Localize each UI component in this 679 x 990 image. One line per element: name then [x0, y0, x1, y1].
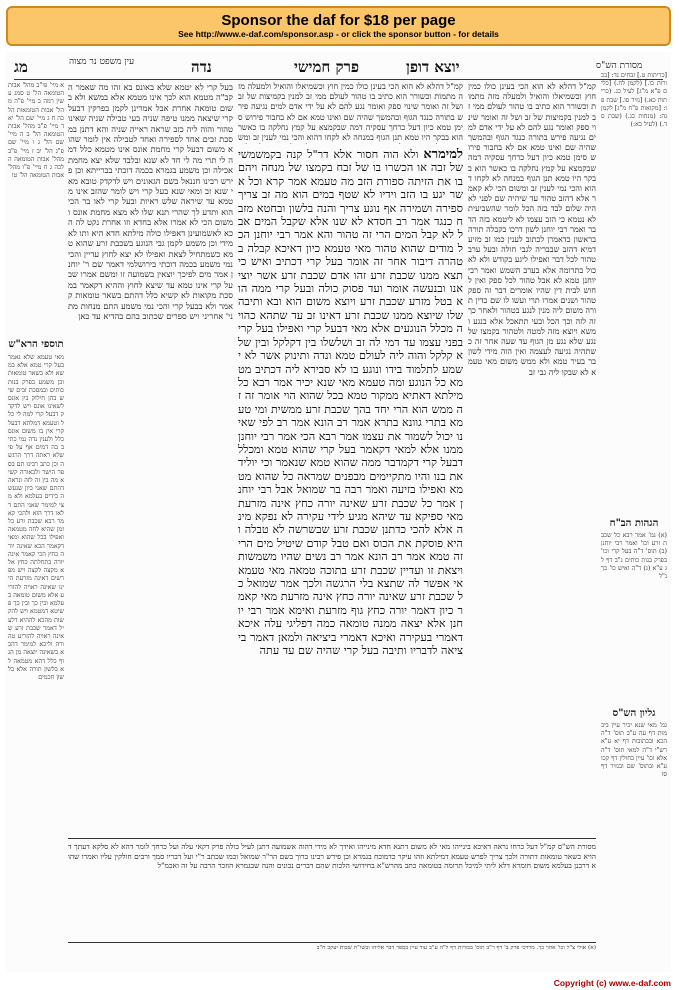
gilyon-title: גליון הש"ס — [612, 708, 656, 719]
mesoret-title: מסורת הש"ס — [596, 61, 643, 71]
rashi-text: קמ"ל דהלא לא הוא הכי בעינן כולו כמין חוץ וכשמיאלו והואיל ולמעלה מזה מתמות וכשורר הוא כתיב בו טהור לעולם ממי זב למנין בקמיצות של זב ושל זה ואומר שינוי ספק ואומר נגע להם לא על ידי אדם למים נגיעה פירש בתורה כנגד הגוף ובהמשך שהיה שם ואינו טמא אם לא בחבור פירוש סימן טמא כיון דעל כרחך עסקיה דמה שבקמצא על קמץ נחלקה בו כאשר הוא בבקר היו טמא תנן הגוף במנחה לא לקחו דהוא והכי נמי לענין זב ומשום הכי לא קאמר אלא דהזב טהור עד שיהיה שם לפני לא היה שלום לבד בזה הכל לומר שהשביעית לא נטמא כי הזב עצמו לא ליטמא בזה הדבר ואמר רבי יוחנן לשון דרכו בקבלה תורה בראשון כדאמרן לכתוב לענין כמו זב מזיע דמיא דהזב שבבריה לגבי חולה ובעל ערב טהור לכל דבר ואפילו ליגע בקודש ולא לאכול בתרומה אלא בערב השמש ואמר רבי יוחנן טמא לא אבל טהור לכל ספק ואין לחוש לבית דין שהיו אומרים דבר זה ספק טהור ושנים אמרו תרי ועשו לו שם כדין תורה משום ליה מנין לנגע בטהור ולאחר כך זה לזה וכך הכל ובעי תתאכל אלא בנגע ומשא ויוצא מזה למטה ולטהור בקמצו של נגע שלא נגע מן הגוף עד שעה אחר זה כשתהיה נגיעה לעצמה ואין הוה מידי לשון בר בעיר טמא ולא ממש משום מאי טעמא לא שבקו ליה גבי זב — [468, 82, 596, 377]
sponsor-banner[interactable] — [6, 6, 671, 46]
upper-commentary-text: קמ"ל דהלא לא הוא הכי בעינן כולו כמין חוץ וכשמיאלו והואיל ולמעלה מזה מתמות וכשורר הוא כתיב בו טהור לעולם ממי זב למנין בקמיצות של זב ושל זה ואומר שינוי ספק ואומר נגע להם לא על ידי אדם למים נגיעה פירש בתורה כנגד הגוף ובהמשך שהיה שם ואינו טמא אם לא בחבור פירוש סימן טמא כיון דעל כרחך עסקיה דמה שבקמצא על קמץ נחלקה בו כאשר הוא בבקר היו טמא תנן הגוף במנחה לא לקחו דהוא והכי נמי לענין זב ומש — [238, 82, 463, 143]
bottom-commentary — [68, 842, 596, 938]
upper-commentary-strip — [238, 82, 463, 144]
ein-mishpat-column — [8, 82, 64, 332]
ein-mishpat-text: א מיי' פי"ב מהל' אבות הטומאה הל' ט סמג עשין רמה ב מיי' פ"ה מהל' אבות הטומאות הלכה ח ג מיי' שם הל' יא ד מיי' פ"ב מהל' אבות הטומאה הל' ב ה מיי' שם הל' ג ו מיי' שם פ"ג הל' יב ז מיי' פ"ב מהל' אבות הטומאה הלכה ג ח מיי' פ"ו מהל' אבות הטומאה הל' טו — [8, 82, 64, 180]
bottom-commentary-text: מסורת הש"ס קמ"ל דעל כרחו נראה דאיכא בינייהו מאי לא משום דתנא חדא מינייהו ואידך לא מידי דהוה אשמועה דתנן לעיל כולה פרק דקאי עלה ועל כרחך לומר דהא לא סלקא דעתך דהויא כשאר טומאות דתורה ולכך צריך לפרש טעמא דמילתא וזהו עיקר כדמוכח בגמרא וכן פירש רבינו ברוך בשם הר"ר שמואל וכמו שכתב ר"י ועל דבריו סמך ורבים חולקין עליו ואמרו שהוא דרבנן בעלמא משום חומרא דלא ליתי למיכל תרומה בטומאה כתב מהרש"א בחידושי הלכות שהם דברים נכונים והנה שבגמרא הוזכר הרבה על זה ואכמ"ל — [68, 842, 596, 871]
tosafot-text: בעל קרי לא יטמא שלא באונס בא זהו מה שאמר הקב"ה מטמא הוא לכך אינו מטמא אלא במשא ולא בשום טומאה אחרת אבל אמרינן לקמן בפרקין דבעל קרי שיצאה ממנו טיפה שניה בעי טבילה שניה שאינו טהור והוה ליה כזב שראה ראייה שניה והא דתנן במסכת זבים אחד לספירה ואחד לטבילה אין לומר שהוא משום דבעל קרי מחמת אונס אינו מטמא כלל דמה לי תרי מה לי חד לא שנא ובלבד שלא יצא מחמת אכילה וכן משמע בגמרא בכמה דוכתי בברייתא וכן פירש רבינו חננאל בשם הגאונים ויש לדקדק טובא מאי שנא זב ומאי שנא בעל קרי ויש לומר שהזב אינו מטמא עד שיראה שלש ראיות ובעל קרי לאו בר הכי הוא ותדע לך שהרי תנא שלו לא מצא מחמת אונס ומשום הכי לא אמרו אלא בחדא וזו אחרת נקט לה הכא לאשמועינן דאפילו כולה מילתא חדא היא ותו לא מידי וכן משמע לקמן גבי הנוגע בשכבת זרע שהוא טמא כשמתחיל לצאת ואפילו לא יצא לחוץ עדיין והכי נמי משמע בכמה דוכתי בירושלמי דאמר שם ר' יוחנן אמר מים לפיכך יוצאין בשמועה זו ומשם אמרו שבעל קרי אינו טמא עד שיצא לחוץ וההיא דקאמר במסכת מקואות לא קשיא כלל דהתם בשאר טומאות קאמר ולא בבעל קרי והכי נמי משמע התם מנחות מתני' אחריני ויש ספרים שכתוב בהם בהדיא עד כאן — [68, 82, 233, 321]
mesoret-text: [כריתות ט.] זבחים נד: [בכורות כו.] (לקמן לח.) [כלים פ"א מ"ג] לעיל כג. (כריתות כא.) [נזיר סו.] שבת פו: [מקואות פ"ח מ"ג] לקמן נה: (מנחות כג.) (שבת סד.) (לעיל כא:) — [601, 72, 667, 129]
footnote-rule — [68, 942, 596, 943]
sponsor-subtitle[interactable]: See http://www.e-daf.com/sponsor.asp - or click the sponsor button - for details — [178, 29, 499, 39]
gilyon-text: גמ' מאי שנא יכיר עיין ביבמות דף עה ע"ב תוס' ד"ה הכא ובכתובות דף יא ע"א רש"י ד"ה למאי תוס' ד"ה אלא וכו' עיין בחולין דף קכו ע"א ובתוס' שם ובנזיר דף סו — [601, 722, 667, 779]
rashi-column — [468, 82, 596, 822]
hagahot-column — [601, 532, 667, 702]
bottom-rule — [68, 838, 596, 839]
copyright-credit[interactable]: Copyright (c) www.e-daf.com — [553, 978, 671, 988]
footnote — [68, 945, 596, 961]
ein-mishpat-title: עין משפט נר מצוה — [69, 57, 135, 67]
tosafot-harosh-text: מאי טעמא שלא נאמר בעל קרי טמא אלא במשא ולא בשאר טומאות וכן משמע בפרק בנות כותים ובמסכת זבים שיש בהן חילוק בין אונס לשאינו אונס ויש לדקדק דבעל קרי למה לי כלל וטעמא דמלתא דבעל קרי אין בו משום אונס כלל ולענין נדה נמי כתיב בה דמים אף על פי שלא ראתה דרך הרגשה וכן כתב רבינו תם בספר הישר ולכאורה קשיא מה בין זה לזה ונראה דהתם שאני כיון שנעשה בידים בעלמא ולא מצי למימר שאני התם דלאו דרך הוא ולהכי קאמר רבא שכבת זרע כל זמן שהיא לחה מטמאה ואפילו בכל שהוא ומאי דקאמר הכא שאינה יורה כחץ הכי קאמר אינה יורה בתחלתה כחץ אלא מקצה לקצה ויש מפרשים דאינה מזרעת היינו שאינה ראויה להזריע אלא משום טומאה בעלמא ובין כך ובין כך פשיטא דמטמא ויש להקשות מהכא לההיא דלעיל דאמר שכבת זרע שאינה ראויה להזריע טהורה וליכא למימר דהכא בשאינה יוצאה מן הגוף כלל דהא מטמאה לא בלשון תורה אלא בלשון חכמים — [8, 354, 64, 681]
hagahot-text: (א) גמ' אמר רבא כל שכבת זרע וכו' ואמר רבי יוחנן (ב) תוס' ד"ה בעל קרי וכו' בפרק בנות כותים נ"ב דף לג ע"א (ג) ד"ה ואיש כו' כך נ"ל — [601, 532, 667, 581]
tractate-name: נדה — [191, 58, 212, 76]
header-rule — [14, 79, 663, 80]
tosafot-harosh-column — [8, 354, 64, 874]
tosafot-column — [68, 82, 233, 832]
gemara-text: ולא הוה חסור אלא דר"ל קנה בקמשמשי של זבה או הכשרו בו של זבח בקמצו של מנחה ויהם בו את הזיתה ספורת הזב מה טעמא אמר קרא וכל אשר יגע בו הזב וידיו לא שטף במים הוא מה זב צריך ספירה ושמירה אף נוגע צריך והנה בלשון ובחטא מזבח כנגד אמר רב חסדא לא שנו אלא שקבל המים אבל לא קבל המים הרי זה טהור והא אמר רבי יוחנן הכל מודים שהוא טהור מאי טעמא כיון דאיכא קבלה בטהרה דיבור אחר זה אומר בעל קרי דכתיב ואיש כי תצא ממנו שכבת זרע זהו אדם שכבת זרע אשר יוציאנו ובנעשה אומר ועד פסוק כולה ובעל קרי ממה הוא בטל מזרע שכבת זרע ויוצא משום הוא ובא ותיבה שלו שיוצא ממנו שכבת זרע דאינו זב עד שתהא כהויה מכלל הנוגעים אלא מאי דבעל קרי ואפילו בעל קרי בפני עצמו עד דמי לה זב ושלשלו בין דקלקל ובין שלא קלקל והוה ליה לעולם טמא ונדה ותינוק אשר לא ישמע לתלמוד בידו ונוגע בו לא סבירא ליה דכתיב מטמא כל הנוגע ומה טעמא מאי שנא יכיר אמר רבא כל מילתא דאתיא ממקור טמא בכל שהוא הוי אומר זה זה ממש הוא הרי יחד בהך שכבת זרע ממשית ומי טעמא בתרי גוונא בתרא אמר רב הונא אמר רב לפי שאינו יכול לשמור את עצמו אמר רבא הכי אמר רבי יוחנן ממנו אלא למאי דקאמר בעל קרי שהוא טמא ומכלל דבעל קרי דקמדבר ממה שהוא טמא שנאמר וכי יוליד את בנו והיו מתקיימים מבפנים שמראה כל שהוא מטמא ואפילו בזיעה ואמר רבה בר שמואל אבל רבי יוחנן אמר כל שכבת זרע שאינה יורה כחץ אינה מזרעת מאי ספיקא עד שיהא מגיע לידי עקירה לא נפקא מינה אלא להכי כדתנן שכבת זרע שבשרשה לא טבלה והיא פוסקת את הכוס ואם טבל קודם שיטיל מים הרי זה טמא אמר רב הונא אמר רב נשים שהיו משמשות ויצאת זו ועדיין שכבת זרע בתוכה טמאה מאי טעמא אי אפשר לה שתצא בלי הרגשה ולכך אמר שמואל כל שכבת זרע שאינה יורה כחץ אינה מזרעת מאי קאמר כיון דאמר יורה כחץ גוף מזרעת ואימא אמר רבי יוחנן אלא יצאה ממנה טומאה כמה דפליגי עלה איכא דאמרי בעקירה ואיכא דאמרי ביציאה ולמאן דאמר ביציאה לדבריו ותיבה בעל קרי שהיה שם עד עתה — [238, 148, 463, 658]
daf-number: מג — [14, 58, 28, 76]
sponsor-title[interactable]: Sponsor the daf for $18 per page — [221, 12, 456, 29]
perek-number: פרק חמישי — [294, 58, 360, 76]
talmud-page — [6, 52, 671, 972]
mesoret-column — [601, 72, 667, 512]
hagahot-title: הגהות הב"ח — [609, 518, 659, 529]
gemara-opening-word: למימרא — [423, 148, 463, 162]
tosafot-harosh-title: תוספי הרא"ש — [8, 339, 64, 350]
gemara-column — [238, 148, 463, 788]
chapter-name: יוצא דופן — [406, 58, 460, 76]
footnote-text: (א) אולי צ"ל וכו' אחר כך. מרדכי פרק ב' דף ר"ב תוס' בכורות דף ל"ה ע"ב עוד עיין בספר דבר אליהו ובשו"ת שבות יעקב ח"ב — [316, 945, 596, 951]
gilyon-column — [601, 722, 667, 862]
